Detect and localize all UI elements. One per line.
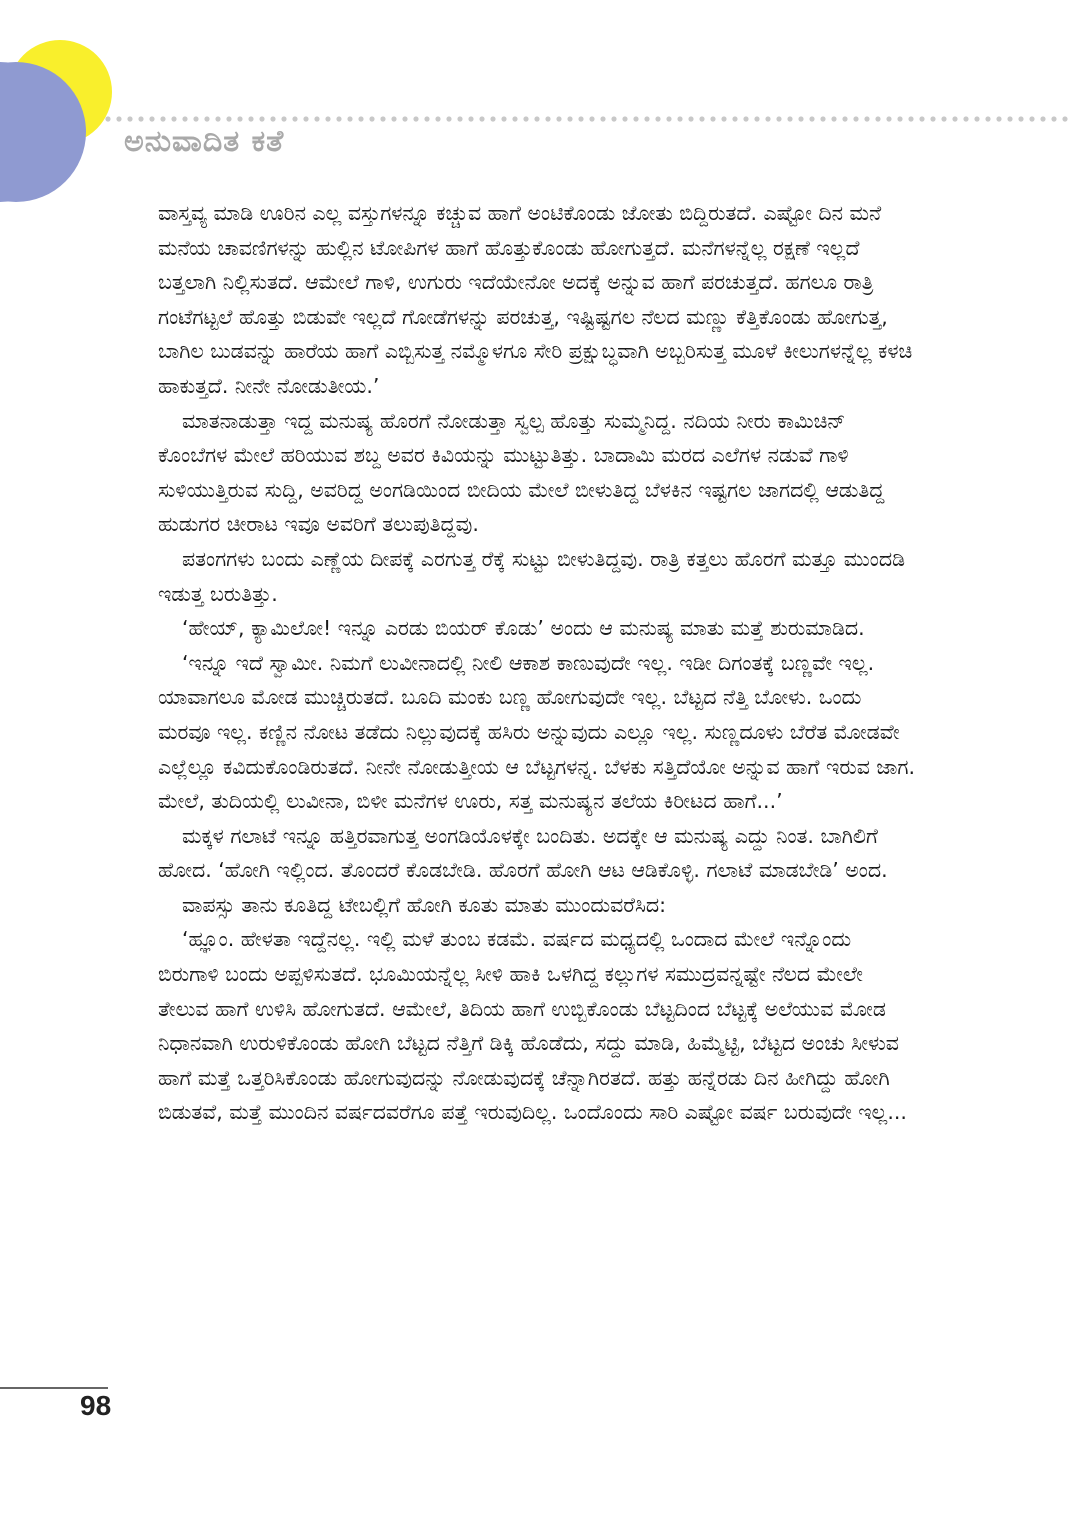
rule-dot xyxy=(545,116,550,121)
rule-dot xyxy=(952,116,957,121)
rule-dot xyxy=(996,116,1001,121)
rule-dot xyxy=(1040,116,1045,121)
blue-circle-body xyxy=(0,62,86,202)
paragraph: ವಾಪಸ್ಸು ತಾನು ಕೂತಿದ್ದ ಟೇಬಲ್ಲಿಗೆ ಹೋಗಿ ಕೂತು ಮಾತು ಮುಂದುವರೆಸಿದ: xyxy=(182,892,667,917)
rule-dot xyxy=(1062,116,1067,121)
rule-dot xyxy=(809,116,814,121)
rule-dot xyxy=(1007,116,1012,121)
rule-dot xyxy=(666,116,671,121)
rule-dot xyxy=(204,116,209,121)
paragraph: ವಾಸ್ತವ್ಯ ಮಾಡಿ ಊರಿನ ಎಲ್ಲ ವಸ್ತುಗಳನ್ನೂ ಕಚ್ಚುವ ಹಾಗೆ ಅಂಟಿಕೊಂಡು ಜೋತು ಬಿದ್ದಿರುತದೆ. ಎಷ್ಟೋ ದಿನ ಮನೆ ಮನೆಯ ಚಾವಣಿಗಳನ್ನು ಹುಲ್ಲಿನ ಟೋಪಿಗಳ ಹಾಗೆ ಹೊತ್ತುಕೊಂಡು ಹೋಗುತ್ತದೆ. ಮನೆಗಳನ್ನೆಲ್ಲ ರಕ್ಷಣೆ ಇಲ್ಲದೆ ಬತ್ತಲಾಗಿ ನಿಲ್ಲಿಸುತದೆ. ಆಮೇಲೆ ಗಾಳಿ, ಉಗುರು ಇದೆಯೇನೋ ಅದಕ್ಕೆ ಅನ್ನುವ ಹಾಗೆ ಪರಚುತ್ತದೆ. ಹಗಲೂ ರಾತ್ರಿ ಗಂಟೆಗಟ್ಟಲೆ ಹೊತ್ತು ಬಿಡುವೇ ಇಲ್ಲದೆ ಗೋಡೆಗಳನ್ನು ಪರಚುತ್ತ, ಇಷ್ಟಿಷ್ಟಗಲ ನೆಲದ ಮಣ್ಣು ಕೆತ್ತಿಕೊಂಡು ಹೋಗುತ್ತ, ಬಾಗಿಲ ಬುಡವನ್ನು ಹಾರೆಯ ಹಾಗೆ ಎಬ್ಬಿಸುತ್ತ ನಮ್ಮೊಳಗೂ ಸೇರಿ ಪ್ರಕ್ಷುಬ್ಧವಾಗಿ ಅಬ್ಬರಿಸುತ್ತ ಮೂಳೆ ಕೀಲುಗಳನ್ನೆಲ್ಲ ಕಳಚಿ ಹಾಕುತ್ತದೆ. ನೀನೇ ನೋಡುತೀಯ.’ xyxy=(158,201,913,398)
rule-dot xyxy=(600,116,605,121)
rule-dot xyxy=(688,116,693,121)
dotted-rule xyxy=(105,116,1067,121)
rule-dot xyxy=(578,116,583,121)
rule-dot xyxy=(831,116,836,121)
rule-dot xyxy=(710,116,715,121)
rule-dot xyxy=(655,116,660,121)
rule-dot xyxy=(347,116,352,121)
rule-dot xyxy=(798,116,803,121)
rule-dot xyxy=(248,116,253,121)
rule-dot xyxy=(490,116,495,121)
rule-dot xyxy=(259,116,264,121)
rule-dot xyxy=(391,116,396,121)
article-body xyxy=(158,196,918,1130)
rule-dot xyxy=(358,116,363,121)
rule-dot xyxy=(765,116,770,121)
page-number: 98 xyxy=(80,1390,112,1421)
rule-dot xyxy=(413,116,418,121)
rule-dot xyxy=(160,116,165,121)
rule-dot xyxy=(512,116,517,121)
rule-dot xyxy=(116,116,121,121)
rule-dot xyxy=(1018,116,1023,121)
rule-dot xyxy=(105,116,110,121)
rule-dot xyxy=(622,116,627,121)
rule-dot xyxy=(611,116,616,121)
rule-dot xyxy=(270,116,275,121)
paragraph: ಮಕ್ಕಳ ಗಲಾಟೆ ಇನ್ನೂ ಹತ್ತಿರವಾಗುತ್ತ ಅಂಗಡಿಯೊಳಕ್ಕೇ ಬಂದಿತು. ಅದಕ್ಕೇ ಆ ಮನುಷ್ಯ ಎದ್ದು ನಿಂತ. ಬಾಗಿಲಿಗೆ ಹೋದ. ‘ಹೋಗಿ ಇಲ್ಲಿಂದ. ತೊಂದರೆ ಕೊಡಬೇಡಿ. ಹೊರಗೆ ಹೋಗಿ ಆಟ ಆಡಿಕೊಳ್ಳಿ. ಗಲಾಟೆ ಮಾಡಬೇಡಿ’ ಅಂದ. xyxy=(158,823,888,883)
rule-dot xyxy=(468,116,473,121)
paragraph: ‘ಇನ್ನೂ ಇದೆ ಸ್ವಾಮೀ. ನಿಮಗೆ ಲುವೀನಾದಲ್ಲಿ ನೀಲಿ ಆಕಾಶ ಕಾಣುವುದೇ ಇಲ್ಲ. ಇಡೀ ದಿಗಂತಕ್ಕೆ ಬಣ್ಣವೇ ಇಲ್ಲ. ಯಾವಾಗಲೂ ಮೋಡ ಮುಚ್ಚಿರುತದೆ. ಬೂದಿ ಮಂಕು ಬಣ್ಣ ಹೋಗುವುದೇ ಇಲ್ಲ. ಬೆಟ್ಟದ ನೆತ್ತಿ ಬೋಳು. ಒಂದು ಮರವೂ ಇಲ್ಲ. ಕಣ್ಣಿನ ನೋಟ ತಡೆದು ನಿಲ್ಲುವುದಕ್ಕೆ ಹಸಿರು ಅನ್ನುವುದು ಎಲ್ಲೂ ಇಲ್ಲ. ಸುಣ್ಣದೂಳು ಬೆರೆತ ಮೋಡವೇ ಎಲ್ಲೆಲ್ಲೂ ಕವಿದುಕೊಂಡಿರುತದೆ. ನೀನೇ ನೋಡುತ್ತೀಯ ಆ ಬೆಟ್ಟಗಳನ್ನ. ಬೆಳಕು ಸತ್ತಿದೆಯೋ ಅನ್ನುವ ಹಾಗೆ ಇರುವ ಜಾಗ. ಮೇಲೆ, ತುದಿಯಲ್ಲಿ ಲುವೀನಾ, ಬಿಳೀ ಮನೆಗಳ ಊರು, ಸತ್ತ ಮನುಷ್ಯನ ತಲೆಯ ಕಿರೀಟದ ಹಾಗೆ...’ xyxy=(158,650,915,814)
rule-dot xyxy=(479,116,484,121)
rule-dot xyxy=(1029,116,1034,121)
rule-dot xyxy=(853,116,858,121)
rule-dot xyxy=(215,116,220,121)
rule-dot xyxy=(1051,116,1056,121)
rule-dot xyxy=(897,116,902,121)
rule-dot xyxy=(127,116,132,121)
rule-dot xyxy=(380,116,385,121)
rule-dot xyxy=(138,116,143,121)
rule-dot xyxy=(171,116,176,121)
paragraph: ಮಾತನಾಡುತ್ತಾ ಇದ್ದ ಮನುಷ್ಯ ಹೊರಗೆ ನೋಡುತ್ತಾ ಸ್ವಲ್ಪ ಹೊತ್ತು ಸುಮ್ಮನಿದ್ದ. ನದಿಯ ನೀರು ಕಾಮಿಚಿನ್ ಕೊಂಬೆಗಳ ಮೇಲೆ ಹರಿಯುವ ಶಬ್ದ ಅವರ ಕಿವಿಯನ್ನು ಮುಟ್ಟುತಿತ್ತು. ಬಾದಾಮಿ ಮರದ ಎಲೆಗಳ ನಡುವೆ ಗಾಳಿ ಸುಳಿಯುತ್ತಿರುವ ಸುದ್ದಿ, ಅವರಿದ್ದ ಅಂಗಡಿಯಿಂದ ಬೀದಿಯ ಮೇಲೆ ಬೀಳುತಿದ್ದ ಬೆಳಕಿನ ಇಷ್ಟಗಲ ಜಾಗದಲ್ಲಿ ಆಡುತಿದ್ದ ಹುಡುಗರ ಚೀರಾಟ ಇವೂ ಅವರಿಗೆ ತಲುಪುತಿದ್ದವು. xyxy=(158,408,885,537)
rule-dot xyxy=(677,116,682,121)
paragraph: ಪತಂಗಗಳು ಬಂದು ಎಣ್ಣೆಯ ದೀಪಕ್ಕೆ ಎರಗುತ್ತ ರೆಕ್ಕೆ ಸುಟ್ಟು ಬೀಳುತಿದ್ದವು. ರಾತ್ರಿ ಕತ್ತಲು ಹೊರಗೆ ಮತ್ತೂ ಮುಂದಡಿ ಇಡುತ್ತ ಬರುತಿತ್ತು. xyxy=(158,546,905,606)
rule-dot xyxy=(567,116,572,121)
rule-dot xyxy=(743,116,748,121)
section-title: ಅನುವಾದಿತ ಕತೆ xyxy=(124,124,285,159)
rule-dot xyxy=(787,116,792,121)
rule-dot xyxy=(193,116,198,121)
rule-dot xyxy=(446,116,451,121)
rule-dot xyxy=(457,116,462,121)
rule-dot xyxy=(974,116,979,121)
blue-circle-decoration xyxy=(0,62,70,202)
rule-dot xyxy=(776,116,781,121)
rule-dot xyxy=(534,116,539,121)
rule-dot xyxy=(919,116,924,121)
rule-dot xyxy=(941,116,946,121)
paragraph: ‘ಹ್ಞೂಂ. ಹೇಳತಾ ಇದ್ದೆನಲ್ಲ. ಇಲ್ಲಿ ಮಳೆ ತುಂಬ ಕಡಮೆ. ವರ್ಷದ ಮಧ್ಯದಲ್ಲಿ ಒಂದಾದ ಮೇಲೆ ಇನ್ನೊಂದು ಬಿರುಗಾಳಿ ಬಂದು ಅಪ್ಪಳಿಸುತದೆ. ಭೂಮಿಯನ್ನೆಲ್ಲ ಸೀಳಿ ಹಾಕಿ ಒಳಗಿದ್ದ ಕಲ್ಲುಗಳ ಸಮುದ್ರವನ್ನಷ್ಟೇ ನೆಲದ ಮೇಲೇ ತೇಲುವ ಹಾಗೆ ಉಳಿಸಿ ಹೋಗುತದೆ. ಆಮೇಲೆ, ತಿದಿಯ ಹಾಗೆ ಉಬ್ಬಿಕೊಂಡು ಬೆಟ್ಟದಿಂದ ಬೆಟ್ಟಕ್ಕೆ ಅಲೆಯುವ ಮೋಡ ನಿಧಾನವಾಗಿ ಉರುಳಿಕೊಂಡು ಹೋಗಿ ಬೆಟ್ಟದ ನೆತ್ತಿಗೆ ಡಿಕ್ಕಿ ಹೊಡೆದು, ಸದ್ದು ಮಾಡಿ, ಹಿಮ್ಮೆಟ್ಟಿ, ಬೆಟ್ಟದ ಅಂಚು ಸೀಳುವ ಹಾಗೆ ಮತ್ತೆ ಒತ್ತರಿಸಿಕೊಂಡು ಹೋಗುವುದನ್ನು ನೋಡುವುದಕ್ಕೆ ಚೆನ್ನಾಗಿರತದೆ. ಹತ್ತು ಹನ್ನೆರಡು ದಿನ ಹೀಗಿದ್ದು ಹೋಗಿ ಬಿಡುತವೆ, ಮತ್ತೆ ಮುಂದಿನ ವರ್ಷದವರೆಗೂ ಪತ್ತೆ ಇರುವುದಿಲ್ಲ. ಒಂದೊಂದು ಸಾರಿ ಎಷ್ಟೋ ವರ್ಷ ಬರುವುದೇ ಇಲ್ಲ... xyxy=(158,927,907,1125)
rule-dot xyxy=(182,116,187,121)
rule-dot xyxy=(842,116,847,121)
rule-dot xyxy=(435,116,440,121)
rule-dot xyxy=(875,116,880,121)
rule-dot xyxy=(820,116,825,121)
rule-dot xyxy=(303,116,308,121)
rule-dot xyxy=(886,116,891,121)
rule-dot xyxy=(325,116,330,121)
rule-dot xyxy=(424,116,429,121)
rule-dot xyxy=(226,116,231,121)
rule-dot xyxy=(644,116,649,121)
rule-dot xyxy=(633,116,638,121)
rule-dot xyxy=(985,116,990,121)
rule-dot xyxy=(699,116,704,121)
yellow-circle-decoration xyxy=(8,40,112,144)
rule-dot xyxy=(501,116,506,121)
rule-dot xyxy=(908,116,913,121)
rule-dot xyxy=(556,116,561,121)
rule-dot xyxy=(589,116,594,121)
rule-dot xyxy=(237,116,242,121)
rule-dot xyxy=(369,116,374,121)
rule-dot xyxy=(402,116,407,121)
rule-dot xyxy=(721,116,726,121)
rule-dot xyxy=(732,116,737,121)
rule-dot xyxy=(281,116,286,121)
rule-dot xyxy=(963,116,968,121)
rule-dot xyxy=(523,116,528,121)
rule-dot xyxy=(149,116,154,121)
rule-dot xyxy=(314,116,319,121)
rule-dot xyxy=(864,116,869,121)
rule-dot xyxy=(754,116,759,121)
rule-dot xyxy=(292,116,297,121)
rule-dot xyxy=(336,116,341,121)
paragraph: ‘ಹೇಯ್, ಕ್ಯಾಮಿಲೋ! ಇನ್ನೂ ಎರಡು ಬಿಯರ್ ಕೊಡು’ ಅಂದು ಆ ಮನುಷ್ಯ ಮಾತು ಮತ್ತೆ ಶುರುಮಾಡಿದ. xyxy=(182,616,865,641)
rule-dot xyxy=(930,116,935,121)
